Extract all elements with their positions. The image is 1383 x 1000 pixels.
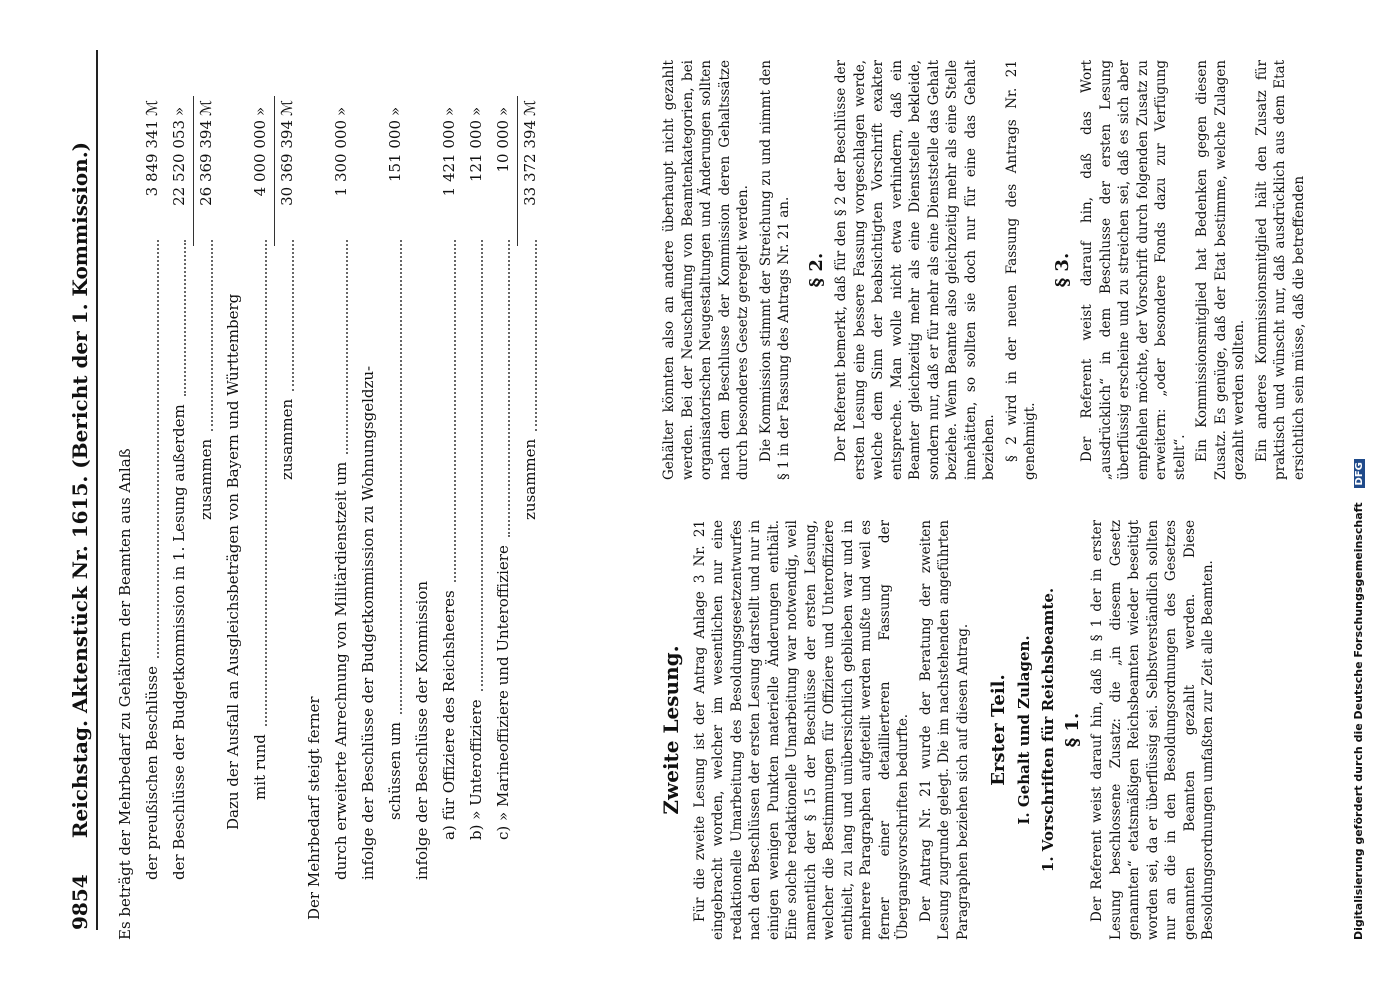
sum-rule: [517, 96, 518, 246]
paragraph: Der Referent weist darauf hin, daß in § 1 der in erster Lesung beschlossene Zusatz: die „in diesem Gesetz genannten“ etatsmäßigen Reichsbeamten wieder beseitigt worden sei, da er überflüssig sei. Selbstverständlich sollten nur an die in den Besoldungsordnungen des Gesetzes genannten Beamten gezahlt werden. Diese Besoldungsordnungen umfaßten zur Zeit alle Beamten.: [1089, 520, 1216, 940]
paragraph: Der Referent bemerkt, daß für den § 2 der Beschlüsse der ersten Lesung eine bessere Fassung vorgeschlagen werde, welche dem Sinn der beabsichtigten Vorschrift exakter entspreche. Man wolle nicht etwa verhindern, daß ein Beamter gleichzeitig mehr als eine Dienststelle bekleide, sondern nur, daß er für mehr als eine Dienststelle das Gehalt beziehe. Wenn Beamte also gleichzeitig mehr als eine Stelle innehätten, so sollten sie doch nur für eine das Gehalt beziehen.: [833, 60, 997, 480]
row-value: 30 369 394: [278, 120, 296, 206]
page-title: Reichstag. Aktenstück Nr. 1615. (Bericht der 1. Kommission.): [68, 141, 92, 839]
table-row: [274, 60, 301, 940]
table-row: [409, 60, 436, 940]
row-value: 33 372 394: [521, 120, 539, 206]
table-row: [220, 60, 247, 940]
paragraph: Der Referent weist darauf hin, daß das Wort „ausdrücklich“ in dem Beschlusse der ersten Lesung überflüssig erscheine und zu streichen sei, daß es sich aber empfehlen möchte, der Vorschrift durch folgenden Zusatz zu erweitern: „oder besondere Fonds dazu zur Verfügung stellt“.: [1079, 60, 1188, 480]
row-unit: »: [440, 106, 458, 116]
page-header: [62, 50, 98, 930]
digitization-credit: [1352, 40, 1365, 940]
table-row: [301, 60, 328, 940]
row-value: 151 000: [386, 120, 404, 183]
row-unit: ℳ: [197, 99, 215, 116]
row-label: b) » Unteroffiziere: [467, 699, 485, 840]
paragraph: Der Antrag Nr. 21 wurde der Beratung der zweiten Lesung zugrunde gelegt. Die im nachstehenden angeführten Paragraphen beziehen sich auf diesen Antrag.: [917, 520, 971, 940]
row-label: zusammen: [197, 438, 215, 520]
row-label: der Beschlüsse der Budgetkommission in 1. Lesung außerdem: [170, 404, 188, 880]
paragraph-heading-1: § 1.: [1061, 712, 1083, 748]
paragraph: Die Kommission stimmt der Streichung zu und nimmt den § 1 in der Fassung des Antrags Nr. 21 an.: [757, 60, 792, 480]
table-row: [463, 60, 490, 940]
table-row: [247, 60, 274, 940]
paragraph: Ein anderes Kommissionsmitglied hält den Zusatz für praktisch und wünscht nur, daß ausdrücklich aus dem Etat ersichtlich sein müsse, daß die betreffenden: [1253, 60, 1307, 480]
row-label: infolge der Beschlüsse der Kommission: [413, 580, 431, 880]
table-row: [382, 60, 409, 940]
page-number: 9854: [68, 874, 92, 930]
row-value: 1 421 000: [440, 120, 458, 197]
row-value: 1 300 000: [332, 120, 350, 197]
row-label: a) für Offiziere des Reichsheeres: [440, 590, 458, 840]
row-unit: »: [494, 106, 512, 116]
row-label: c) » Marineoffiziere und Unteroffiziere: [494, 545, 512, 840]
row-value: 4 000 000: [251, 120, 269, 197]
table-row: [166, 60, 193, 940]
paragraph: Ein Kommissionsmitglied hat Bedenken gegen diesen Zusatz. Es genüge, daß der Etat bestimme, welche Zulagen gezahlt werden sollten.: [1194, 60, 1247, 480]
row-unit: ℳ: [143, 99, 161, 116]
row-label: schüssen um: [386, 721, 404, 820]
row-value: 10 000: [494, 120, 512, 173]
dfg-logo: DFG: [1354, 459, 1365, 488]
row-label: Dazu der Ausfall an Ausgleichsbeträgen von Bayern und Württemberg: [224, 293, 242, 830]
leader-dots: [438, 240, 456, 582]
paragraph: § 2 wird in der neuen Fassung des Antrags Nr. 21 genehmigt.: [1003, 60, 1038, 480]
paragraph-heading-3: § 3.: [1051, 252, 1073, 288]
section-heading: I. Gehalt und Zulagen.: [1014, 635, 1033, 825]
row-label: Der Mehrbedarf steigt ferner: [305, 696, 323, 920]
row-value: 121 000: [467, 120, 485, 183]
row-label: zusammen: [521, 438, 539, 520]
row-value: 22 520 053: [170, 120, 188, 206]
row-value: 3 849 341: [143, 120, 161, 197]
table-intro-row: [112, 60, 139, 940]
row-label: zusammen: [278, 398, 296, 480]
leader-dots: [492, 240, 510, 537]
part-heading: Erster Teil.: [988, 674, 1009, 786]
table-row: [355, 60, 382, 940]
paragraph: Für die zweite Lesung ist der Antrag Anlage 3 Nr. 21 eingebracht worden, welcher im wesentlichen nur eine redaktionelle Umarbeitung des Besoldungsgesetzentwurfes nach den Beschlüssen der ersten Lesung darstellt und nur in einigen wenigen Punkten materielle Änderungen enthält. Eine solche redaktionelle Umarbeitung war notwendig, weil namentlich der § 15 der Beschlüsse der ersten Lesung, welcher die Bestimmungen für Offiziere und Unteroffiziere enthielt, zu lang und unübersichtlich geblieben war und in mehrere Paragraphen aufgeteilt werden mußte und weil es ferner einer detaillierteren Fassung der Übergangsvorschriften bedurfte.: [691, 520, 911, 940]
paragraph: Gehälter könnten also an andere überhaupt nicht gezahlt werden. Bei der Neuschaffung von Beamtenkategorien, bei organisatorischen Neugestaltungen und Änderungen sollten nach dem Beschlusse der Kommission deren Gehaltssätze durch besonderes Gesetz geregelt werden.: [661, 60, 751, 480]
table-row: [328, 60, 355, 940]
row-label: durch erweiterte Anrechnung von Militärdienstzeit um: [332, 461, 350, 880]
table-row: [517, 60, 544, 940]
sum-rule: [274, 96, 275, 246]
left-column: [660, 520, 1222, 940]
table-row: [436, 60, 463, 940]
leader-dots: [249, 240, 267, 726]
row-label: infolge der Beschlüsse der Budgetkommission zu Wohnungsgeldzu-: [359, 365, 377, 880]
budget-table: [112, 60, 544, 940]
row-unit: »: [251, 106, 269, 116]
row-label: der preußischen Beschlüsse: [143, 666, 161, 880]
row-unit: ℳ: [278, 99, 296, 116]
section-heading-zweite-lesung: Zweite Lesung.: [659, 645, 683, 815]
paragraph-heading-2: § 2.: [805, 252, 827, 288]
credit-text: Digitalisierung gefördert durch die Deutsche Forschungsgemeinschaft: [1352, 502, 1365, 940]
row-unit: »: [386, 106, 404, 116]
subsection-heading: 1. Vorschriften für Reichsbeamte.: [1039, 587, 1057, 873]
sum-rule: [193, 96, 194, 246]
table-row: [139, 60, 166, 940]
table-row: [490, 60, 517, 940]
row-label: mit rund: [251, 734, 269, 800]
leader-dots: [141, 240, 159, 658]
text-columns: [660, 60, 1320, 940]
table-row: [193, 60, 220, 940]
row-unit: »: [332, 106, 350, 116]
row-unit: ℳ: [521, 99, 539, 116]
row-value: 26 369 394: [197, 120, 215, 206]
right-column: [660, 60, 1312, 480]
leader-dots: [465, 240, 483, 691]
row-unit: »: [170, 106, 188, 116]
table-intro: Es beträgt der Mehrbedarf zu Gehältern der Beamten aus Anlaß: [116, 448, 134, 940]
leader-dots: [384, 240, 402, 714]
row-unit: »: [467, 106, 485, 116]
